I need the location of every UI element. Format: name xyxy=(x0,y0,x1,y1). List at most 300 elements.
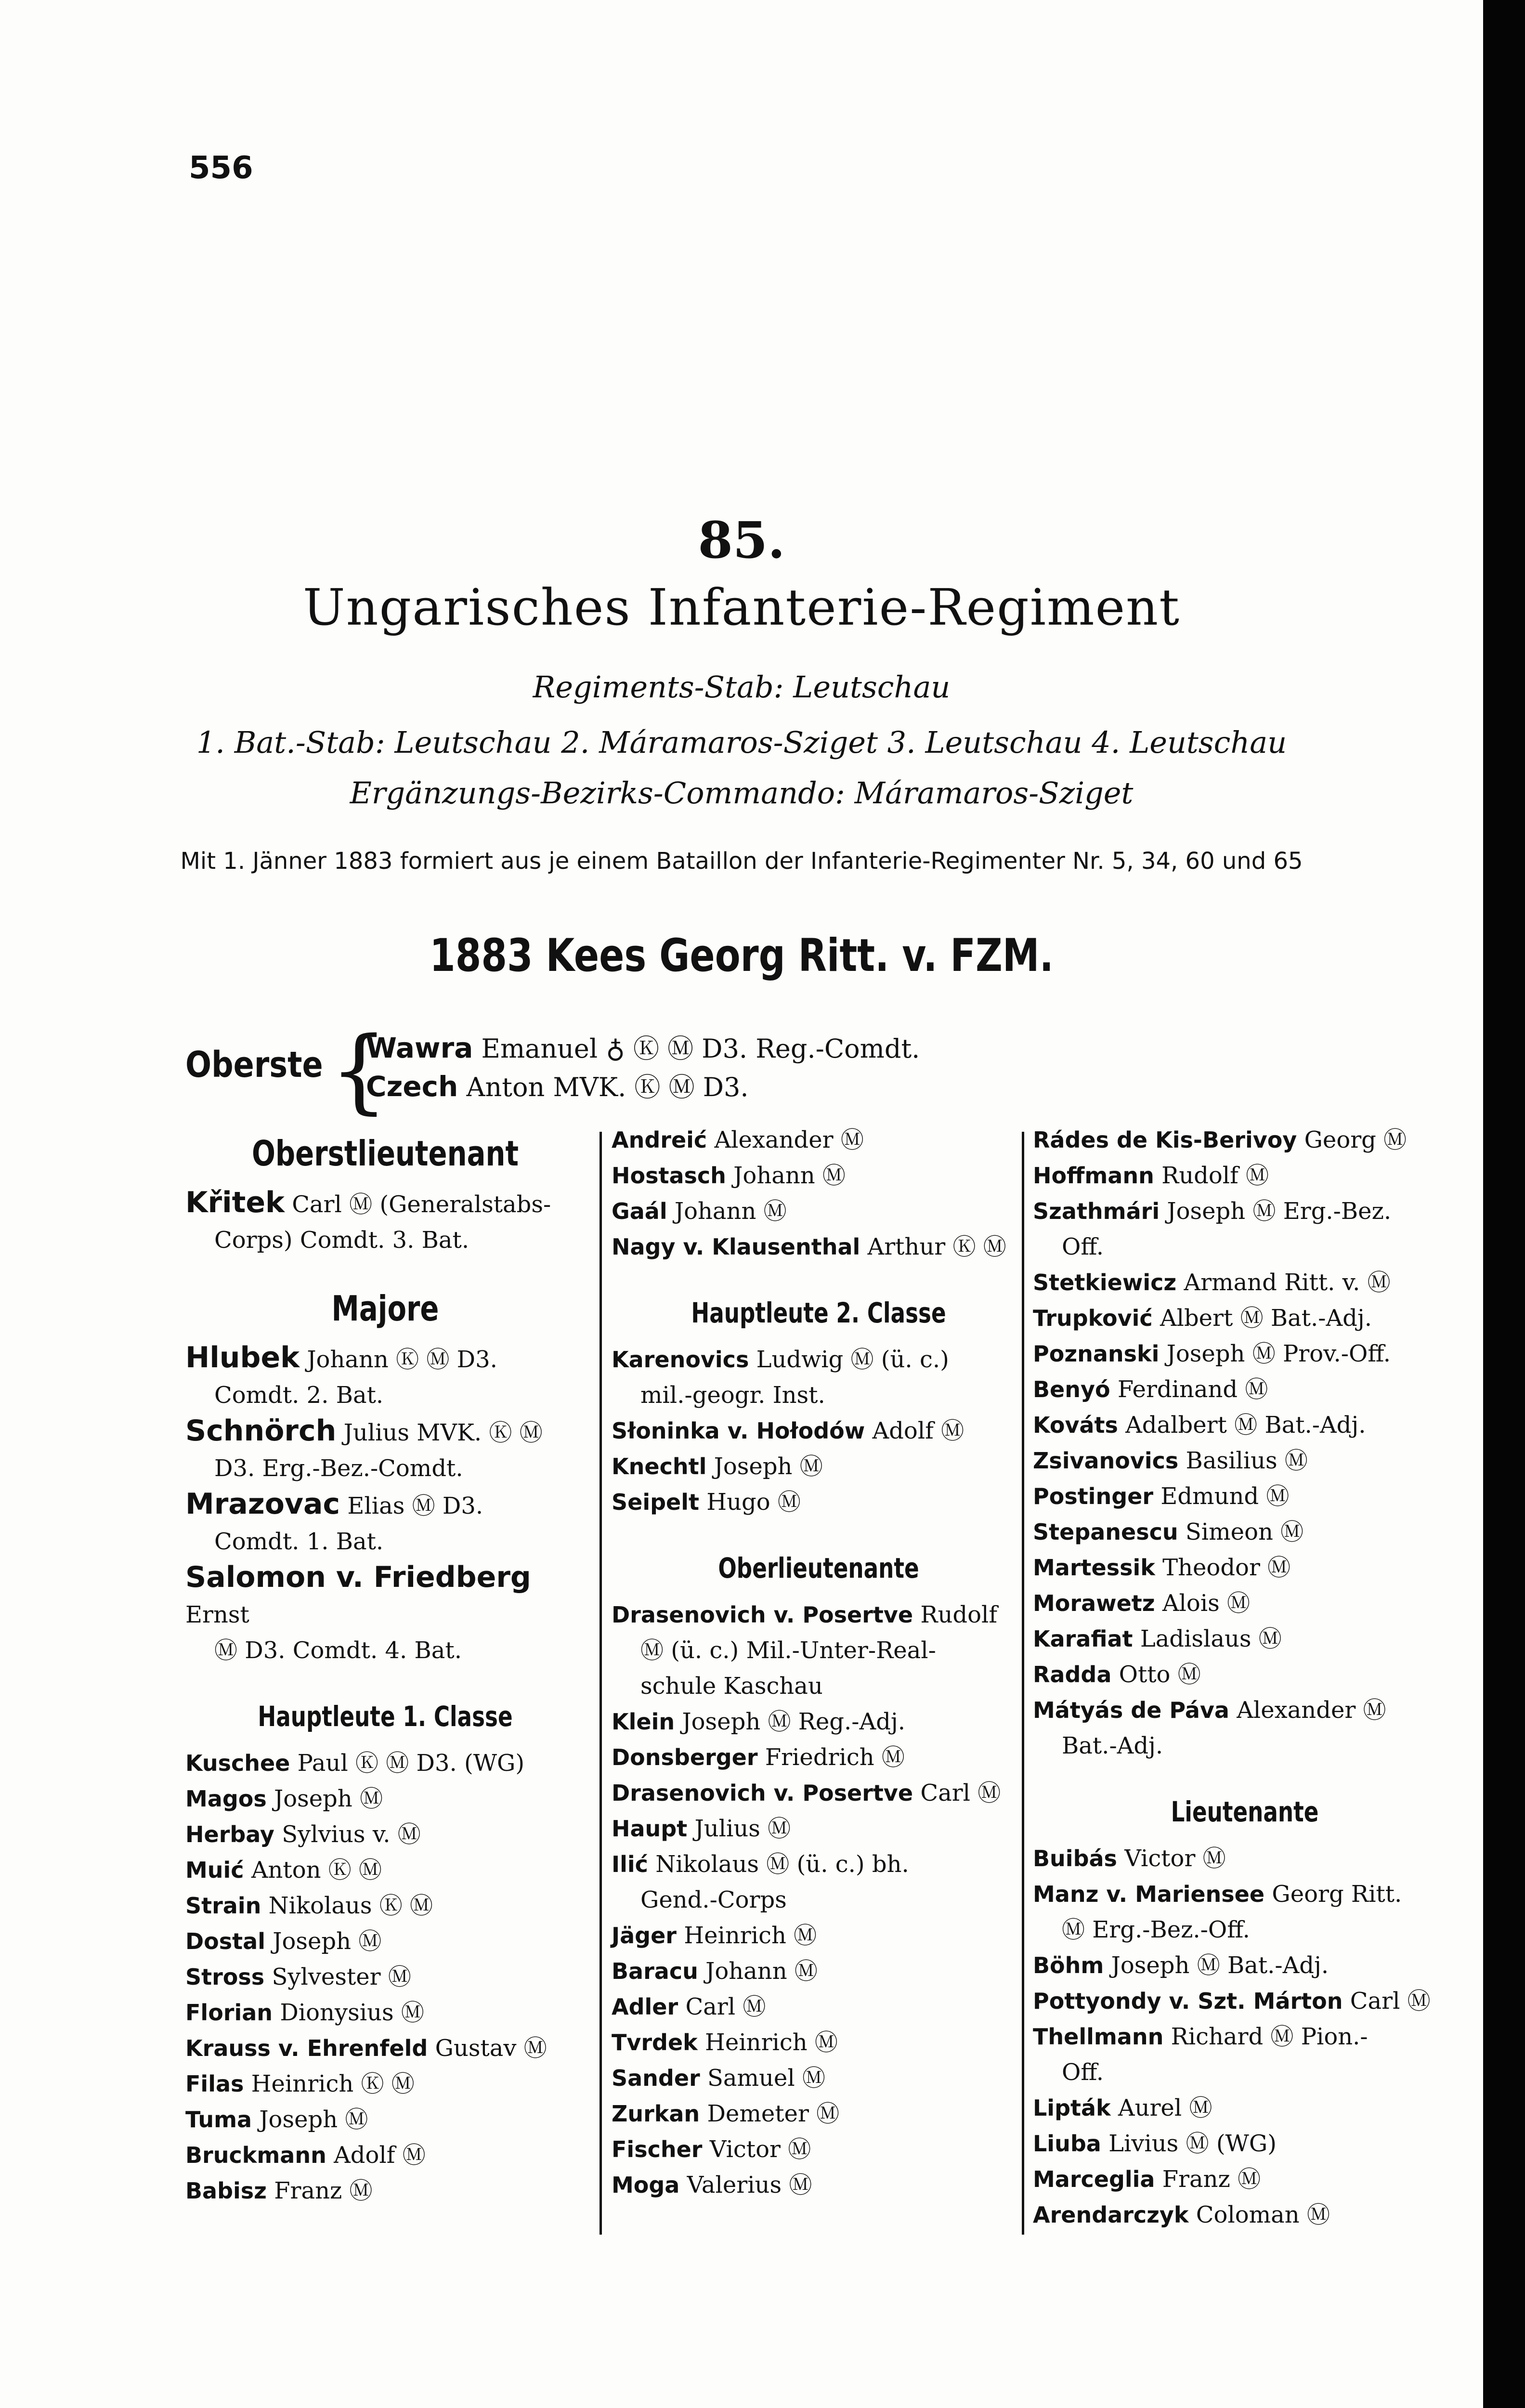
officer-details: Heinrich Ⓚ Ⓜ xyxy=(251,2070,415,2097)
roster-entry xyxy=(1033,2126,1457,2161)
officer-details: Otto Ⓜ xyxy=(1119,1661,1201,1688)
officer-details: Joseph Ⓜ Erg.-Bez. xyxy=(1167,1198,1392,1225)
roster-entry-continuation: Off. xyxy=(1062,1233,1104,1260)
officer-details: Friedrich Ⓜ xyxy=(765,1744,905,1771)
roster-entry-line xyxy=(185,1817,585,1852)
officer-details: Valerius Ⓜ xyxy=(687,2172,812,2199)
roster-entry-continuation: Comdt. 2. Bat. xyxy=(214,1382,384,1409)
roster-entry-line xyxy=(185,1888,585,1924)
roster-column-1 xyxy=(185,1122,585,2209)
roster-entry-continuation: Ⓜ D3. Comdt. 4. Bat. xyxy=(214,1637,462,1664)
roster-entry xyxy=(612,1158,1026,1193)
officer-details: Paul Ⓚ Ⓜ D3. (WG) xyxy=(297,1750,525,1777)
roster-entry xyxy=(185,1924,585,1959)
roster-entry-line xyxy=(1033,1158,1457,1193)
officer-surname: Manz v. Mariensee xyxy=(1033,1881,1265,1907)
roster-entry xyxy=(1033,1514,1457,1550)
roster-entry-line xyxy=(1033,2161,1457,2197)
officer-details: Sylvius v. Ⓜ xyxy=(282,1821,421,1848)
officer-surname: Křitek xyxy=(185,1186,285,1219)
officer-details: Johann Ⓚ Ⓜ D3. xyxy=(307,1346,497,1373)
roster-entry xyxy=(1033,2090,1457,2126)
officer-surname: Bruckmann xyxy=(185,2142,326,2168)
officer-surname: Nagy v. Klausenthal xyxy=(612,1234,860,1260)
officer-details: Joseph Ⓜ xyxy=(259,2106,368,2133)
roster-entry xyxy=(612,2096,1026,2132)
roster-entry-line xyxy=(1033,1692,1457,1728)
officer-surname: Stepanescu xyxy=(1033,1519,1178,1545)
officer-surname: Karenovics xyxy=(612,1347,749,1373)
roster-entry xyxy=(1033,2197,1457,2233)
roster-entry xyxy=(1033,2019,1457,2090)
roster-entry-line xyxy=(185,1745,585,1781)
roster-entry-line xyxy=(1033,2126,1457,2161)
roster-entry-line xyxy=(612,1740,1026,1775)
roster-entry xyxy=(185,1781,585,1817)
roster-entry xyxy=(1033,1372,1457,1407)
officer-surname: Pottyondy v. Szt. Márton xyxy=(1033,1988,1343,2014)
roster-entry xyxy=(612,1597,1026,1668)
officer-surname: Arendarczyk xyxy=(1033,2202,1189,2228)
officer-surname: Muić xyxy=(185,1857,244,1883)
officer-details: Julius Ⓜ xyxy=(694,1815,791,1842)
officer-details: Gustav Ⓜ xyxy=(435,2035,547,2062)
oberst-entry xyxy=(366,1028,920,1065)
roster-entry xyxy=(1033,1948,1457,1983)
roster-entry-line xyxy=(1033,1585,1457,1621)
officer-surname: Tvrdek xyxy=(612,2029,698,2055)
roster-entry xyxy=(185,1486,585,1559)
roster-entry-continuation: Comdt. 1. Bat. xyxy=(214,1528,384,1555)
section-heading-oberstlieutenant: Oberstlieutenant xyxy=(251,1133,519,1174)
roster-entry xyxy=(185,2102,585,2137)
scan-edge xyxy=(1483,0,1525,2408)
roster-entry-line xyxy=(1033,1841,1457,1876)
oberlieutenante-list xyxy=(612,1597,1026,2203)
officer-details: Carl Ⓜ xyxy=(685,1993,766,2020)
roster-entry xyxy=(185,1852,585,1888)
oberst-surname: Czech xyxy=(366,1070,458,1103)
roster-entry xyxy=(612,1740,1026,1775)
officer-surname: Gaál xyxy=(612,1198,667,1224)
page-number: 556 xyxy=(189,150,253,186)
officer-surname: Fischer xyxy=(612,2136,703,2162)
officer-surname: Stross xyxy=(185,1964,265,1990)
officer-details: Joseph Ⓜ Reg.-Adj. xyxy=(682,1708,906,1735)
officer-details: Adolf Ⓜ xyxy=(334,2142,426,2169)
roster-entry-line xyxy=(185,1924,585,1959)
officer-surname: Schnörch xyxy=(185,1414,337,1448)
roster-entry-line xyxy=(1033,1514,1457,1550)
officer-details: Rudolf Ⓜ xyxy=(1161,1162,1269,1189)
roster-entry xyxy=(185,1745,585,1781)
officer-surname: Benyó xyxy=(1033,1376,1110,1402)
officer-surname: Szathmári xyxy=(1033,1198,1160,1224)
roster-entry xyxy=(612,1918,1026,1953)
roster-entry-line xyxy=(1033,1372,1457,1407)
officer-details: Richard Ⓜ Pion.- xyxy=(1171,2023,1368,2050)
roster-entry xyxy=(612,2060,1026,2096)
roster-entry-line xyxy=(612,1846,1026,1882)
officer-details: Aurel Ⓜ xyxy=(1118,2094,1212,2121)
roster-entry-line xyxy=(612,2025,1026,2060)
roster-entry-line xyxy=(612,1193,1026,1229)
officer-surname: Stetkiewicz xyxy=(1033,1269,1177,1296)
roster-entry-line xyxy=(612,1989,1026,2025)
roster-entry xyxy=(612,1704,1026,1740)
roster-entry-continuation: Off. xyxy=(1062,2059,1104,2086)
officer-details: Joseph Ⓜ xyxy=(274,1785,383,1812)
officer-surname: Buibás xyxy=(1033,1845,1117,1871)
officer-details: Simeon Ⓜ xyxy=(1185,1518,1304,1545)
officer-surname: Florian xyxy=(185,2000,273,2026)
regiment-title: Ungarisches Infanterie-Regiment xyxy=(303,578,1180,637)
officer-details: Franz Ⓜ xyxy=(274,2177,373,2204)
roster-entry xyxy=(612,1484,1026,1520)
roster-entry-line xyxy=(185,1852,585,1888)
roster-entry-line xyxy=(1033,1550,1457,1585)
officer-surname: Strain xyxy=(185,1893,261,1919)
roster-entry-line xyxy=(612,1122,1026,1158)
officer-details: Ferdinand Ⓜ xyxy=(1117,1376,1268,1403)
roster-entry-line xyxy=(185,1486,585,1524)
officer-surname: Mátyás de Páva xyxy=(1033,1697,1229,1723)
officer-surname: Herbay xyxy=(185,1821,274,1847)
roster-entry xyxy=(1033,1122,1457,1158)
oberstlieutenant-list xyxy=(185,1185,585,1258)
officer-surname: Kuschee xyxy=(185,1750,290,1776)
officer-surname: Salomon v. Friedberg xyxy=(185,1560,531,1594)
roster-entry xyxy=(612,2025,1026,2060)
officer-details: Dionysius Ⓜ xyxy=(280,1999,424,2026)
roster-entry xyxy=(1033,1479,1457,1514)
officer-details: Joseph Ⓜ xyxy=(714,1453,823,1480)
officer-details: Franz Ⓜ xyxy=(1162,2166,1261,2193)
officer-surname: Liuba xyxy=(1033,2131,1101,2157)
officer-surname: Poznanski xyxy=(1033,1341,1160,1367)
officer-details: Theodor Ⓜ xyxy=(1162,1554,1291,1581)
roster-entry-line xyxy=(612,1704,1026,1740)
roster-entry-line xyxy=(185,2030,585,2066)
roster-entry-line xyxy=(1033,1479,1457,1514)
roster-entry xyxy=(185,2173,585,2209)
roster-entry-line xyxy=(1033,2090,1457,2126)
officer-details: Julius MVK. Ⓚ Ⓜ xyxy=(343,1419,543,1446)
roster-entry-continuation: schule Kaschau xyxy=(640,1673,823,1700)
officer-surname: Thellmann xyxy=(1033,2024,1164,2050)
battalion-stab-line: 1. Bat.-Stab: Leutschau 2. Máramaros-Sziget 3. Leutschau 4. Leutschau xyxy=(196,725,1287,760)
roster-entry xyxy=(612,2167,1026,2203)
officer-surname: Andreić xyxy=(612,1127,707,1153)
roster-entry xyxy=(612,1449,1026,1484)
roster-entry-line xyxy=(612,1449,1026,1484)
roster-entry-line xyxy=(1033,1876,1457,1912)
roster-entry xyxy=(185,1959,585,1995)
roster-entry-line xyxy=(612,1158,1026,1193)
roster-entry-line xyxy=(612,1342,1026,1377)
officer-details: Nikolaus Ⓚ Ⓜ xyxy=(268,1892,433,1919)
officer-details: Victor Ⓜ xyxy=(1124,1845,1226,1872)
roster-entry-line xyxy=(1033,1193,1457,1229)
oberst-details: Anton MVK. Ⓚ Ⓜ D3. xyxy=(466,1072,749,1102)
officer-details: Ladislaus Ⓜ xyxy=(1140,1625,1282,1652)
officer-surname: Baracu xyxy=(612,1958,698,1984)
roster-entry-line xyxy=(612,1229,1026,1265)
officer-surname: Adler xyxy=(612,1994,678,2020)
hauptleute-1-list xyxy=(185,1745,585,2209)
roster-entry xyxy=(1033,1407,1457,1443)
roster-column-3 xyxy=(1033,1122,1457,2233)
officer-surname: Mrazovac xyxy=(185,1487,340,1521)
oberst-surname: Wawra xyxy=(366,1032,473,1064)
roster-entry-line xyxy=(185,1559,585,1633)
officer-surname: Tuma xyxy=(185,2107,252,2133)
officer-details: Carl Ⓜ xyxy=(1350,1988,1431,2015)
officer-surname: Marceglia xyxy=(1033,2166,1155,2192)
officer-details: Albert Ⓜ Bat.-Adj. xyxy=(1160,1305,1372,1332)
officer-surname: Zsivanovics xyxy=(1033,1448,1179,1474)
officer-surname: Seipelt xyxy=(612,1489,699,1515)
majore-list xyxy=(185,1340,585,1668)
roster-entry xyxy=(1033,1300,1457,1336)
roster-entry xyxy=(185,1413,585,1486)
officer-details: Armand Ritt. v. Ⓜ xyxy=(1184,1269,1391,1296)
roster-entry-line xyxy=(612,1953,1026,1989)
roster-entry-line xyxy=(185,2137,585,2173)
regiment-number: 85. xyxy=(698,510,785,570)
officer-details: Johann Ⓜ xyxy=(733,1162,846,1189)
officer-details: Heinrich Ⓜ xyxy=(705,2029,838,2056)
roster-entry-line xyxy=(185,1185,585,1222)
officer-surname: Zurkan xyxy=(612,2101,700,2127)
oberst-entry xyxy=(366,1067,749,1104)
officer-details: Johann Ⓜ xyxy=(674,1198,787,1225)
oberste-label: Oberste xyxy=(185,1044,323,1086)
officer-details: Alexander Ⓜ xyxy=(1237,1697,1386,1724)
officer-details: Adalbert Ⓜ Bat.-Adj. xyxy=(1125,1412,1366,1439)
roster-entry-continuation: Ⓜ (ü. c.) Mil.-Unter-Real- xyxy=(640,1637,936,1664)
roster-entry-line xyxy=(1033,1657,1457,1692)
officer-surname: Haupt xyxy=(612,1816,688,1842)
officer-details: Hugo Ⓜ xyxy=(706,1489,801,1516)
officer-surname: Słoninka v. Hołodów xyxy=(612,1418,865,1444)
section-heading-majore: Majore xyxy=(331,1288,439,1329)
oberst-details: Emanuel ♁ Ⓚ Ⓜ D3. Reg.-Comdt. xyxy=(481,1034,920,1064)
officer-surname: Lipták xyxy=(1033,2095,1111,2121)
officer-details: Coloman Ⓜ xyxy=(1196,2201,1330,2228)
officer-details: Anton Ⓚ Ⓜ xyxy=(251,1857,382,1884)
section-heading-hauptleute-1: Hauptleute 1. Classe xyxy=(258,1700,513,1733)
roster-entry-continuation: Ⓜ Erg.-Bez.-Off. xyxy=(1062,1916,1250,1943)
roster-entry-line xyxy=(612,1918,1026,1953)
officer-details: Adolf Ⓜ xyxy=(872,1417,965,1444)
officer-surname: Magos xyxy=(185,1786,267,1812)
roster-entry xyxy=(1033,1841,1457,1876)
roster-entry-continuation: mil.-geogr. Inst. xyxy=(640,1382,825,1409)
officer-surname: Martessik xyxy=(1033,1555,1155,1581)
roster-entry-line xyxy=(185,1781,585,1817)
roster-entry xyxy=(185,1559,585,1668)
roster-entry xyxy=(1033,1265,1457,1300)
hauptleute-1-continued-list xyxy=(612,1122,1026,1265)
officer-surname: Knechtl xyxy=(612,1453,707,1479)
roster-entry-line xyxy=(612,1811,1026,1846)
section-heading-hauptleute-2: Hauptleute 2. Classe xyxy=(691,1296,946,1329)
officer-surname: Rádes de Kis-Berivoy xyxy=(1033,1127,1297,1153)
erganzung-line: Ergänzungs-Bezirks-Commando: Máramaros-Sziget xyxy=(350,775,1134,811)
oberlieutenante-continued-list xyxy=(1033,1122,1457,1764)
roster-entry xyxy=(1033,2161,1457,2197)
officer-details: Carl Ⓜ (Generalstabs- xyxy=(292,1191,551,1218)
officer-details: Samuel Ⓜ xyxy=(707,2065,825,2092)
officer-surname: Moga xyxy=(612,2172,680,2198)
officer-details: Basilius Ⓜ xyxy=(1186,1447,1308,1474)
officer-surname: Jäger xyxy=(612,1923,677,1949)
officer-details: Johann Ⓜ xyxy=(705,1958,818,1985)
officer-surname: Drasenovich v. Posertve xyxy=(612,1780,913,1806)
roster-entry xyxy=(612,1775,1026,1811)
roster-column-2 xyxy=(612,1122,1026,2203)
officer-surname: Donsberger xyxy=(612,1744,758,1770)
officer-surname: Kováts xyxy=(1033,1412,1118,1438)
officer-surname: Karafiat xyxy=(1033,1626,1133,1652)
officer-details: Joseph Ⓜ Bat.-Adj. xyxy=(1111,1952,1329,1979)
section-heading-oberlieutenante: Oberlieutenante xyxy=(718,1552,919,1584)
officer-details: Joseph Ⓜ Prov.-Off. xyxy=(1166,1340,1391,1367)
roster-entry-line xyxy=(612,1484,1026,1520)
roster-entry-line xyxy=(185,2066,585,2102)
roster-entry-line xyxy=(612,2132,1026,2167)
officer-surname: Filas xyxy=(185,2071,244,2097)
officer-details: Nikolaus Ⓜ (ü. c.) bh. xyxy=(655,1851,909,1878)
roster-entry-line xyxy=(185,1340,585,1377)
roster-entry xyxy=(612,1193,1026,1229)
officer-details: Joseph Ⓜ xyxy=(273,1928,382,1955)
roster-entry-line xyxy=(1033,1122,1457,1158)
roster-entry-line xyxy=(1033,1407,1457,1443)
regiment-stab-line: Regiments-Stab: Leutschau xyxy=(533,669,951,705)
roster-entry xyxy=(185,2066,585,2102)
roster-entry xyxy=(185,1185,585,1258)
roster-entry-line xyxy=(612,2167,1026,2203)
column-divider xyxy=(600,1132,602,2235)
officer-details: Heinrich Ⓜ xyxy=(684,1922,817,1949)
roster-entry xyxy=(1033,1876,1457,1948)
officer-details: Ludwig Ⓜ (ü. c.) xyxy=(756,1346,949,1373)
roster-entry xyxy=(185,1995,585,2030)
officer-details: Edmund Ⓜ xyxy=(1160,1483,1290,1510)
hauptleute-2-list xyxy=(612,1342,1026,1520)
roster-entry-line xyxy=(185,1413,585,1451)
officer-details: Georg Ritt. xyxy=(1272,1881,1402,1908)
roster-entry-line xyxy=(612,2096,1026,2132)
officer-surname: Trupković xyxy=(1033,1305,1153,1331)
officer-details: Carl Ⓜ xyxy=(920,1780,1001,1806)
roster-entry-continuation: Bat.-Adj. xyxy=(1062,1732,1163,1759)
officer-surname: Krauss v. Ehrenfeld xyxy=(185,2035,428,2061)
officer-details: Ernst xyxy=(185,1601,249,1628)
officer-details: Georg Ⓜ xyxy=(1304,1126,1407,1153)
roster-entry xyxy=(1033,1193,1457,1265)
officer-details: Victor Ⓜ xyxy=(709,2136,811,2163)
roster-entry-line xyxy=(1033,1265,1457,1300)
officer-surname: Postinger xyxy=(1033,1483,1154,1509)
roster-entry xyxy=(1033,1550,1457,1585)
officer-surname: Sander xyxy=(612,2065,700,2091)
roster-entry-line xyxy=(1033,1336,1457,1372)
roster-entry xyxy=(185,1340,585,1413)
roster-entry-line xyxy=(1033,2197,1457,2233)
roster-entry-line xyxy=(1033,1983,1457,2019)
roster-entry-line xyxy=(612,1775,1026,1811)
roster-entry xyxy=(185,1888,585,1924)
roster-entry-line xyxy=(1033,2019,1457,2055)
roster-entry-line xyxy=(185,1959,585,1995)
roster-entry xyxy=(612,1989,1026,2025)
roster-entry xyxy=(1033,1443,1457,1479)
officer-details: Livius Ⓜ (WG) xyxy=(1108,2130,1277,2157)
roster-entry-line xyxy=(1033,1300,1457,1336)
officer-surname: Klein xyxy=(612,1709,675,1735)
roster-entry-continuation: Corps) Comdt. 3. Bat. xyxy=(214,1227,469,1254)
roster-entry-line xyxy=(185,2173,585,2209)
regiment-proprietor: 1883 Kees Georg Ritt. v. FZM. xyxy=(430,929,1054,982)
officer-details: Alexander Ⓜ xyxy=(714,1126,864,1153)
officer-details: Rudolf xyxy=(920,1601,998,1628)
roster-entry-line xyxy=(185,1995,585,2030)
roster-entry xyxy=(612,1413,1026,1449)
roster-entry xyxy=(612,1953,1026,1989)
roster-entry-line xyxy=(1033,1948,1457,1983)
officer-surname: Babisz xyxy=(185,2178,267,2204)
officer-surname: Hostasch xyxy=(612,1163,726,1189)
roster-entry xyxy=(1033,1692,1457,1764)
roster-entry xyxy=(612,1342,1026,1413)
roster-entry xyxy=(1033,1983,1457,2019)
roster-entry xyxy=(612,1229,1026,1265)
officer-surname: Morawetz xyxy=(1033,1590,1155,1616)
officer-details: Alois Ⓜ xyxy=(1162,1590,1250,1617)
roster-entry-line xyxy=(185,2102,585,2137)
roster-entry xyxy=(185,2030,585,2066)
oberste-brace: { xyxy=(330,1017,388,1124)
roster-entry xyxy=(612,1846,1026,1918)
officer-details: Sylvester Ⓜ xyxy=(272,1963,411,1990)
roster-entry-line xyxy=(612,2060,1026,2096)
officer-surname: Hlubek xyxy=(185,1341,300,1374)
roster-entry-line xyxy=(612,1597,1026,1633)
officer-surname: Radda xyxy=(1033,1662,1112,1688)
officer-surname: Drasenovich v. Posertve xyxy=(612,1602,913,1628)
formation-note: Mit 1. Jänner 1883 formiert aus je einem Bataillon der Infanterie-Regimenter Nr. 5, 34, 60 und 65 xyxy=(180,848,1303,875)
roster-entry xyxy=(1033,1336,1457,1372)
roster-entry xyxy=(1033,1585,1457,1621)
roster-entry xyxy=(185,2137,585,2173)
roster-entry-line xyxy=(1033,1443,1457,1479)
roster-entry xyxy=(1033,1158,1457,1193)
officer-surname: Böhm xyxy=(1033,1952,1104,1978)
roster-entry-line xyxy=(612,1413,1026,1449)
roster-entry xyxy=(612,1122,1026,1158)
officer-surname: Dostal xyxy=(185,1928,265,1954)
roster-entry xyxy=(185,1817,585,1852)
officer-surname: Hoffmann xyxy=(1033,1163,1154,1189)
officer-details: Elias Ⓜ D3. xyxy=(347,1492,483,1519)
roster-entry xyxy=(612,1668,1026,1704)
officer-surname: Ilić xyxy=(612,1851,648,1877)
roster-entry xyxy=(1033,1621,1457,1657)
lieutenante-list xyxy=(1033,1841,1457,2233)
